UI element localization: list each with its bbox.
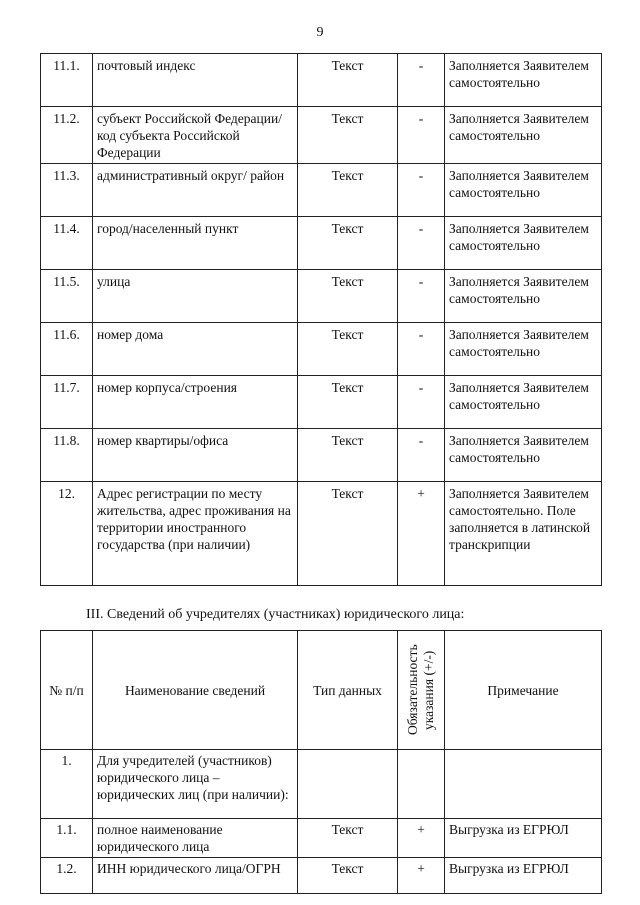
note: Выгрузка из ЕГРЮЛ [445,858,602,894]
field-name: полное наименование юридического лица [93,819,298,858]
founders-table [40,630,602,894]
row-number: 11.5. [41,270,93,323]
row-number: 1.2. [41,858,93,894]
table-row [41,858,602,894]
data-type: Текст [298,482,398,586]
header-name: Наименование сведений [93,631,298,750]
required-flag: + [398,482,445,586]
table-row [41,376,602,429]
table-row [41,819,602,858]
page-number: 9 [316,25,324,40]
note: Заполняется Заявителем самостоятельно [445,164,602,217]
address-fields-table [40,53,602,586]
section-title: III. Сведений об учредителях (участниках) юридического лица: [86,607,465,622]
header-required-label: Обязательность указания (+/-) [405,644,436,736]
note: Заполняется Заявителем самостоятельно [445,54,602,107]
note: Заполняется Заявителем самостоятельно [445,323,602,376]
row-number: 11.1. [41,54,93,107]
note: Заполняется Заявителем самостоятельно [445,107,602,164]
row-number: 1.1. [41,819,93,858]
table-row [41,323,602,376]
data-type: Текст [298,217,398,270]
field-name: субъект Российской Федерации/код субъекта Российской Федерации [93,107,298,164]
row-number: 11.3. [41,164,93,217]
field-name: административный округ/ район [93,164,298,217]
data-type: Текст [298,107,398,164]
header-type: Тип данных [298,631,398,750]
row-number: 1. [41,750,93,819]
data-type: Текст [298,323,398,376]
header-row [41,631,602,750]
row-number: 11.6. [41,323,93,376]
required-flag: - [398,107,445,164]
table-row [41,482,602,586]
note: Заполняется Заявителем самостоятельно [445,217,602,270]
data-type: Текст [298,270,398,323]
field-name: Для учредителей (участников) юридического лица – юридических лиц (при наличии): [93,750,298,819]
data-type [298,750,398,819]
header-number: № п/п [41,631,93,750]
field-name: номер дома [93,323,298,376]
note: Заполняется Заявителем самостоятельно [445,270,602,323]
table-row [41,270,602,323]
note [445,750,602,819]
field-name: номер корпуса/строения [93,376,298,429]
data-type: Текст [298,819,398,858]
row-number: 11.8. [41,429,93,482]
row-number: 11.4. [41,217,93,270]
row-number: 12. [41,482,93,586]
table-row [41,54,602,107]
field-name: ИНН юридического лица/ОГРН [93,858,298,894]
field-name: номер квартиры/офиса [93,429,298,482]
data-type: Текст [298,858,398,894]
table-row [41,107,602,164]
required-flag: - [398,164,445,217]
required-flag: + [398,819,445,858]
table-row [41,217,602,270]
note: Заполняется Заявителем самостоятельно. Поле заполняется в латинской транскрипции [445,482,602,586]
header-note: Примечание [445,631,602,750]
data-type: Текст [298,164,398,217]
note: Выгрузка из ЕГРЮЛ [445,819,602,858]
required-flag: - [398,376,445,429]
required-flag: - [398,217,445,270]
row-number: 11.2. [41,107,93,164]
header-required [398,631,445,750]
table-row [41,429,602,482]
required-flag [398,750,445,819]
table-row [41,164,602,217]
field-name: Адрес регистрации по месту жительства, адрес проживания на территории иностранного государства (при наличии) [93,482,298,586]
note: Заполняется Заявителем самостоятельно [445,429,602,482]
field-name: почтовый индекс [93,54,298,107]
field-name: улица [93,270,298,323]
row-number: 11.7. [41,376,93,429]
required-flag: - [398,54,445,107]
required-flag: - [398,429,445,482]
table-row [41,750,602,819]
data-type: Текст [298,54,398,107]
data-type: Текст [298,429,398,482]
data-type: Текст [298,376,398,429]
required-flag: - [398,323,445,376]
required-flag: - [398,270,445,323]
required-flag: + [398,858,445,894]
note: Заполняется Заявителем самостоятельно [445,376,602,429]
field-name: город/населенный пункт [93,217,298,270]
